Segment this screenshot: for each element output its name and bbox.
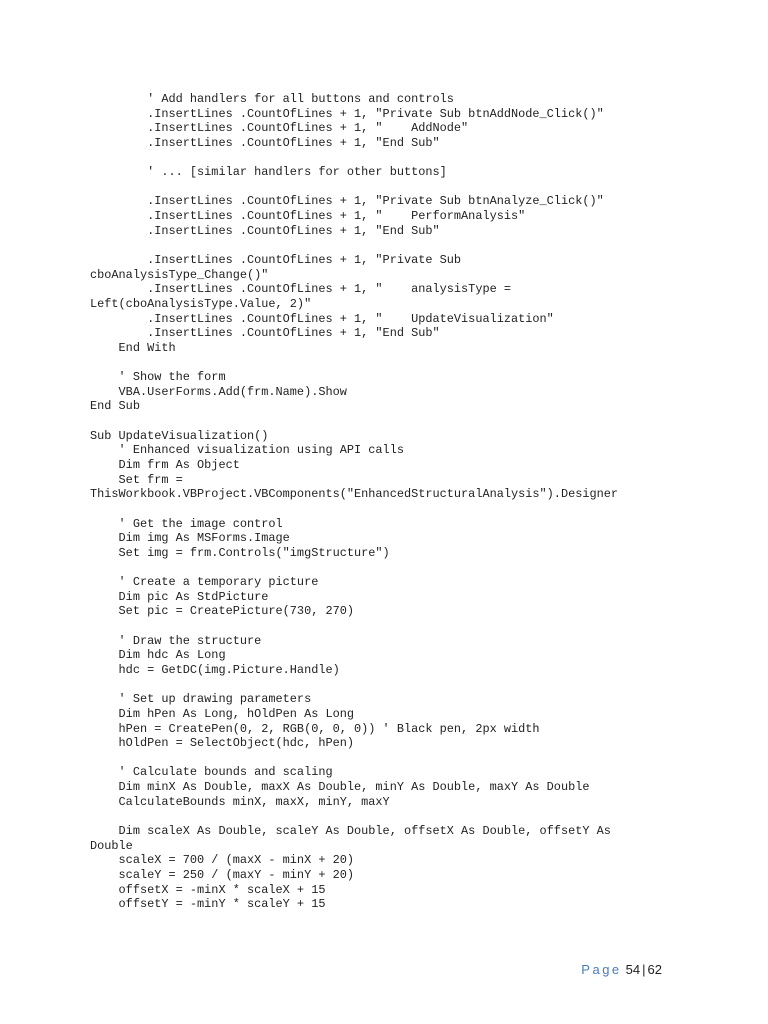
code-line: .InsertLines .CountOfLines + 1, " AddNode" xyxy=(90,121,469,136)
code-line: ' Set up drawing parameters xyxy=(90,692,312,707)
code-line: Dim hdc As Long xyxy=(90,648,226,663)
code-line: End With xyxy=(90,340,176,355)
code-line xyxy=(90,151,650,166)
code-line xyxy=(90,751,650,766)
code-line: ' Show the form xyxy=(90,370,226,385)
code-line: scaleX = 700 / (maxX - minX + 20) xyxy=(90,853,355,868)
code-line: .InsertLines .CountOfLines + 1, "Private Sub btnAnalyze_Click()" xyxy=(90,194,604,209)
code-line: hOldPen = SelectObject(hdc, hPen) xyxy=(90,736,355,751)
code-line: Set frm = xyxy=(90,472,183,487)
code-line: offsetX = -minX * scaleX + 15 xyxy=(90,882,326,897)
code-line: .InsertLines .CountOfLines + 1, "End Sub" xyxy=(90,223,440,238)
code-line xyxy=(90,356,650,371)
code-line: .InsertLines .CountOfLines + 1, " PerformAnalysis" xyxy=(90,209,526,224)
code-line xyxy=(90,238,650,253)
total-pages: 62 xyxy=(647,962,662,977)
code-line: Sub UpdateVisualization() xyxy=(90,428,269,443)
code-line: .InsertLines .CountOfLines + 1, " UpdateVisualization" xyxy=(90,311,554,326)
code-line: scaleY = 250 / (maxY - minY + 20) xyxy=(90,867,355,882)
code-line: ' Draw the structure xyxy=(90,633,262,648)
code-line: CalculateBounds minX, maxX, minY, maxY xyxy=(90,794,390,809)
code-line: Left(cboAnalysisType.Value, 2)" xyxy=(90,296,312,311)
code-line xyxy=(90,414,650,429)
code-line: ' ... [similar handlers for other buttons] xyxy=(90,165,447,180)
code-line: .InsertLines .CountOfLines + 1, "Private Sub xyxy=(90,253,462,268)
code-line: Dim scaleX As Double, scaleY As Double, offsetX As Double, offsetY As xyxy=(90,824,611,839)
code-line: offsetY = -minY * scaleY + 15 xyxy=(90,897,326,912)
code-line: ' Add handlers for all buttons and controls xyxy=(90,92,454,106)
code-line: End Sub xyxy=(90,399,140,414)
code-line: Dim frm As Object xyxy=(90,458,240,473)
page-separator: | xyxy=(642,962,646,977)
code-line xyxy=(90,561,650,576)
code-line: Dim minX As Double, maxX As Double, minY As Double, maxY As Double xyxy=(90,780,590,795)
code-block xyxy=(90,92,650,912)
code-line: Set img = frm.Controls("imgStructure") xyxy=(90,545,390,560)
code-line: ' Calculate bounds and scaling xyxy=(90,765,333,780)
code-line: VBA.UserForms.Add(frm.Name).Show xyxy=(90,384,347,399)
code-line: hPen = CreatePen(0, 2, RGB(0, 0, 0)) ' Black pen, 2px width xyxy=(90,721,540,736)
code-line xyxy=(90,619,650,634)
code-line: hdc = GetDC(img.Picture.Handle) xyxy=(90,662,340,677)
code-line: ' Get the image control xyxy=(90,516,283,531)
code-line: ' Create a temporary picture xyxy=(90,575,319,590)
code-line: .InsertLines .CountOfLines + 1, "End Sub" xyxy=(90,326,440,341)
code-line: .InsertLines .CountOfLines + 1, "End Sub" xyxy=(90,135,440,150)
code-line: ThisWorkbook.VBProject.VBComponents("EnhancedStructuralAnalysis").Designer xyxy=(90,487,619,502)
code-line: Double xyxy=(90,838,133,853)
code-line: Dim pic As StdPicture xyxy=(90,589,269,604)
page-label: Page xyxy=(581,962,622,977)
code-line: cboAnalysisType_Change()" xyxy=(90,267,269,282)
code-line xyxy=(90,809,650,824)
code-line: Dim img As MSForms.Image xyxy=(90,531,290,546)
code-line: .InsertLines .CountOfLines + 1, " analysisType = xyxy=(90,282,511,297)
code-line: ' Enhanced visualization using API calls xyxy=(90,443,404,458)
code-line xyxy=(90,502,650,517)
code-line xyxy=(90,678,650,693)
code-line: Set pic = CreatePicture(730, 270) xyxy=(90,604,355,619)
code-line xyxy=(90,180,650,195)
code-line: .InsertLines .CountOfLines + 1, "Private Sub btnAddNode_Click()" xyxy=(90,106,604,121)
page-number: 54 xyxy=(625,962,641,977)
code-line: Dim hPen As Long, hOldPen As Long xyxy=(90,706,355,721)
page-footer xyxy=(581,962,662,977)
